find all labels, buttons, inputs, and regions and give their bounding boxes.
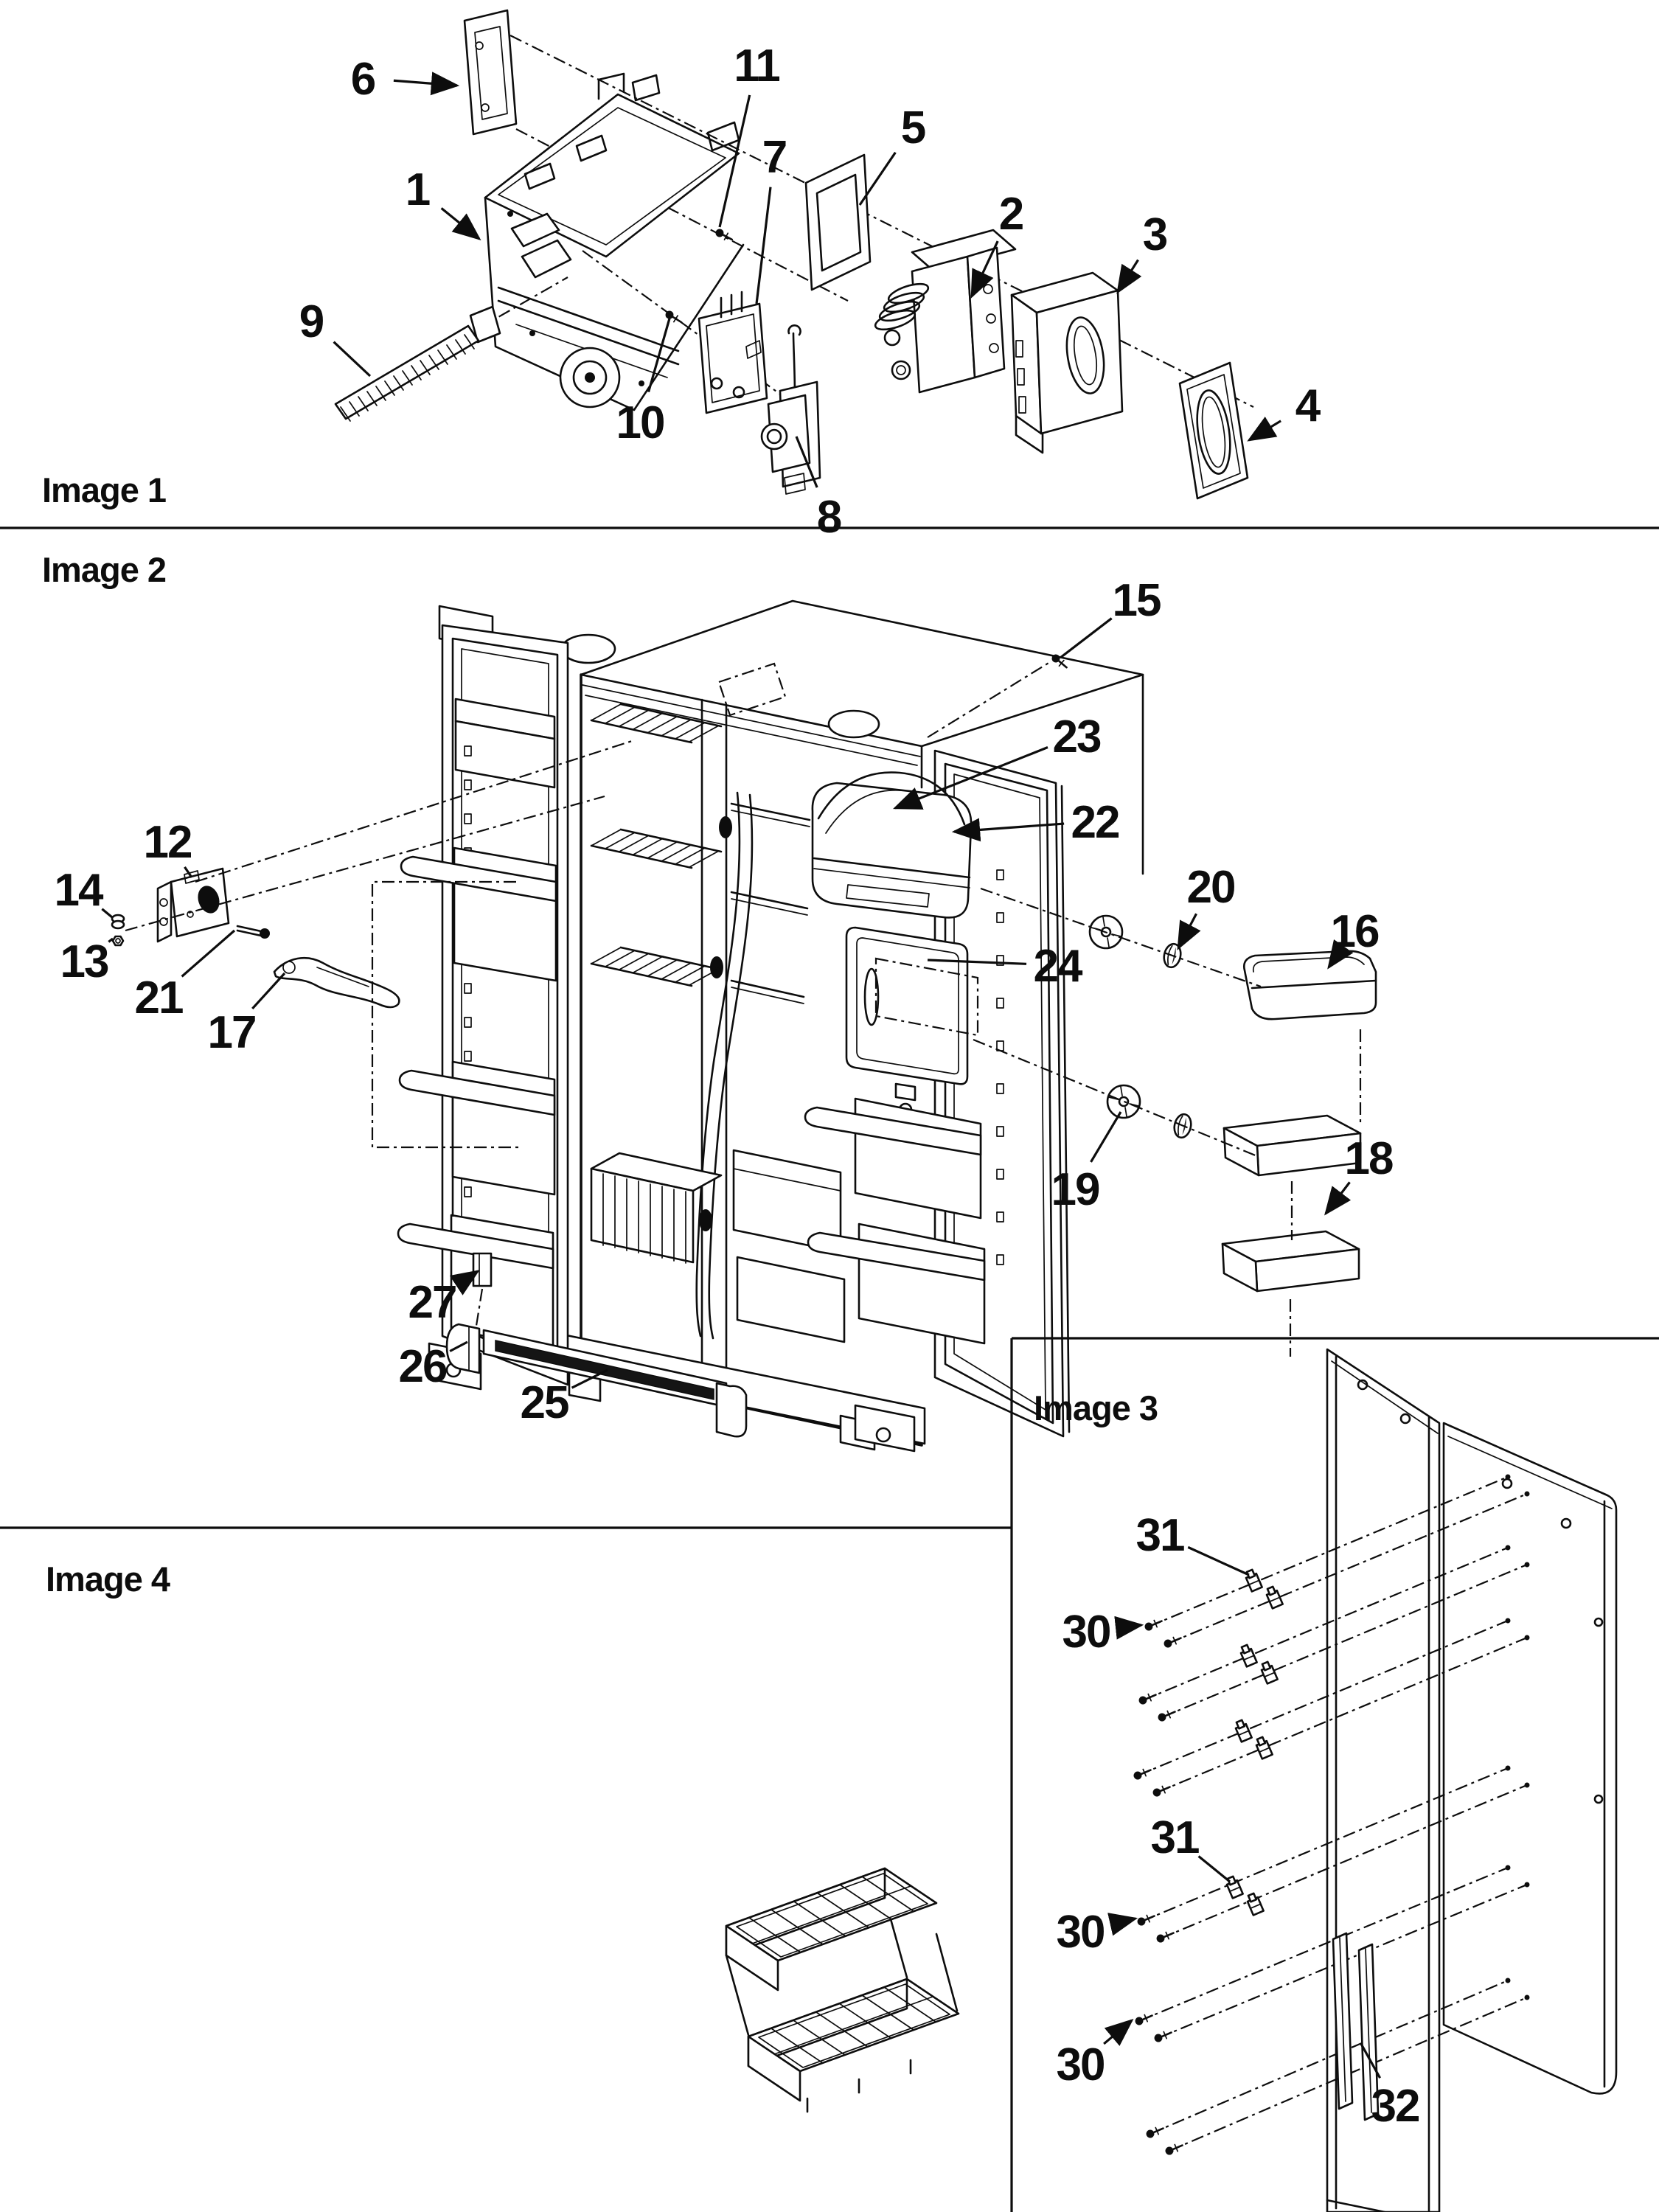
- callout-30: 30: [1056, 1907, 1105, 1958]
- part9-fill-tube: [335, 326, 479, 421]
- part11-screw: [714, 228, 734, 243]
- callout-leader-17: [252, 973, 285, 1009]
- section-label-image3: Image 3: [1034, 1388, 1158, 1427]
- part7-control-module: [699, 292, 767, 413]
- callout-14: 14: [54, 865, 102, 916]
- callout-leader-31: [1188, 1547, 1249, 1575]
- callout-3: 3: [1142, 209, 1167, 260]
- callout-leader-4: [1249, 421, 1281, 440]
- part12-hinge-bracket: [158, 869, 229, 942]
- part14-grommet: [112, 915, 124, 928]
- callout-4: 4: [1295, 380, 1320, 431]
- callout-leader-20: [1178, 914, 1197, 948]
- callout-leader-30: [1104, 2020, 1132, 2044]
- callout-12: 12: [143, 817, 192, 868]
- callout-2: 2: [998, 189, 1023, 240]
- callout-27: 27: [408, 1277, 456, 1328]
- part8-water-valve: [762, 325, 820, 494]
- callout-leader-15: [1060, 619, 1112, 658]
- part16-door-tray: [1244, 951, 1376, 1019]
- callout-9: 9: [299, 296, 324, 347]
- top-hinge-cap-right: [829, 711, 879, 737]
- part3-crusher-housing: [1012, 273, 1122, 453]
- callout-30: 30: [1056, 2039, 1105, 2090]
- callout-13: 13: [60, 936, 108, 987]
- callout-leader-7: [757, 187, 771, 304]
- callout-1: 1: [405, 164, 430, 215]
- callout-19: 19: [1051, 1164, 1099, 1215]
- part13-nut: [113, 936, 123, 945]
- image4-section: [46, 1559, 959, 2112]
- callout-22: 22: [1071, 797, 1119, 848]
- callout-32: 32: [1371, 2081, 1419, 2132]
- callout-leader-18: [1326, 1182, 1350, 1214]
- part4-outer-gasket: [1180, 363, 1248, 498]
- callout-leader-19: [1091, 1112, 1121, 1162]
- callout-11: 11: [734, 41, 779, 91]
- part18-door-tray-upper: [1224, 1116, 1360, 1175]
- callout-8: 8: [816, 492, 841, 543]
- grille-end-cap-right: [717, 1383, 746, 1436]
- section-label-image4: Image 4: [46, 1559, 170, 1599]
- image2-axis-lines: [125, 662, 1360, 1357]
- callout-31: 31: [1150, 1812, 1199, 1863]
- callout-leader-21: [182, 931, 234, 976]
- callout-16: 16: [1330, 906, 1379, 957]
- part27-spacer: [473, 1253, 491, 1286]
- image1-callouts: [299, 41, 1321, 543]
- image2-section: [42, 550, 1393, 1451]
- section-label-image2: Image 2: [42, 550, 167, 589]
- callout-7: 7: [762, 132, 787, 183]
- callout-17: 17: [207, 1007, 256, 1058]
- part2-dispenser-chute: [873, 230, 1015, 392]
- callout-leader-1: [442, 208, 479, 239]
- callout-leader-30: [1117, 1625, 1141, 1628]
- door-panel-front: [1444, 1423, 1616, 2093]
- part23-ice-bucket: [813, 773, 971, 918]
- part17-cam-lever: [274, 958, 399, 1007]
- callout-30: 30: [1062, 1607, 1110, 1658]
- callout-leader-14: [102, 909, 112, 917]
- callout-18: 18: [1344, 1133, 1393, 1184]
- callout-leader-6: [394, 80, 457, 86]
- callout-31: 31: [1135, 1510, 1184, 1561]
- callout-23: 23: [1052, 712, 1101, 762]
- callout-21: 21: [134, 973, 183, 1023]
- image3-section: [1012, 1338, 1659, 2212]
- part5-gasket-plate: [806, 155, 870, 290]
- callout-25: 25: [520, 1377, 568, 1428]
- callout-6: 6: [350, 54, 375, 105]
- top-hinge-cap-left: [562, 635, 615, 663]
- part6-cover-plate: [465, 10, 516, 134]
- section-label-image1: Image 1: [42, 470, 167, 509]
- part21-screw: [237, 926, 270, 939]
- part18-door-tray-lower: [1222, 1231, 1359, 1291]
- part26-end-cap: [447, 1324, 479, 1373]
- callout-10: 10: [616, 397, 664, 448]
- callout-leader-3: [1118, 260, 1138, 292]
- callout-15: 15: [1112, 575, 1161, 626]
- screws-30: [1133, 1618, 1184, 2157]
- callout-26: 26: [398, 1341, 447, 1392]
- callout-24: 24: [1033, 941, 1082, 992]
- callout-20: 20: [1186, 862, 1235, 913]
- callout-leader-9: [334, 342, 370, 376]
- callout-leader-30: [1110, 1919, 1135, 1924]
- callout-5: 5: [900, 102, 925, 153]
- ice-cube-trays: [726, 1868, 959, 2112]
- image1-section: [42, 10, 1321, 543]
- callout-leader-31: [1199, 1857, 1230, 1882]
- clips-31: [1225, 1569, 1282, 1916]
